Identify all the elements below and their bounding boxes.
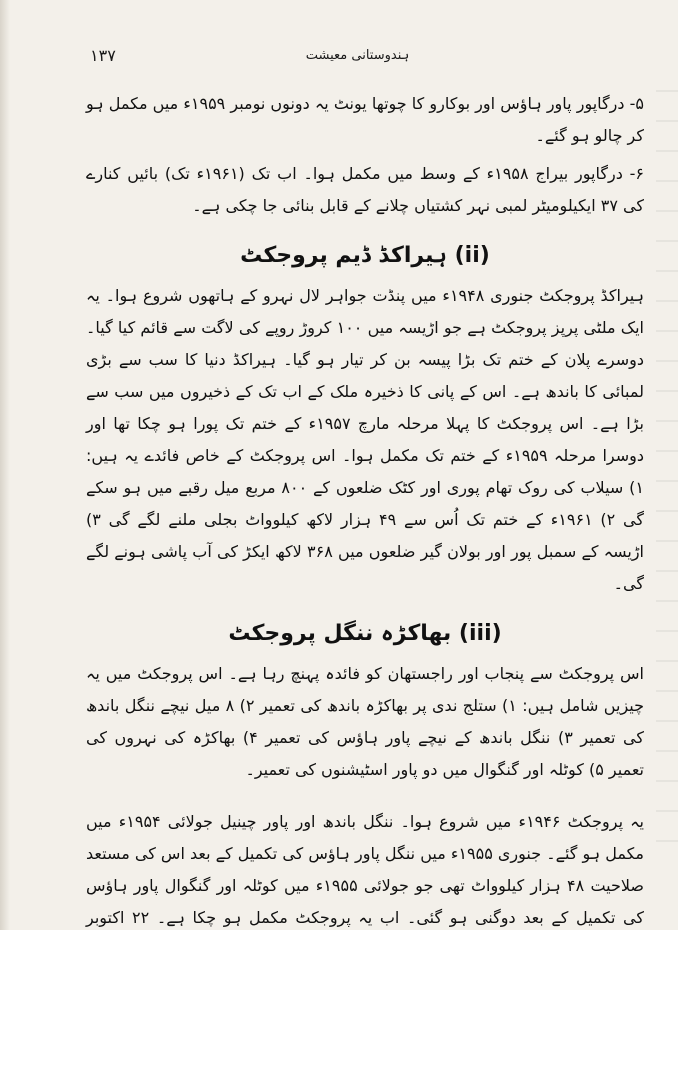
list-item: ۵- درگاپور پاور ہاؤس اور بوکارو کا چوتھا یونٹ یہ دونوں نومبر ۱۹۵۹ء میں مکمل ہو کر چالو ہو گئے۔ xyxy=(86,94,644,145)
page-number: ۱۳۷ xyxy=(90,46,116,65)
paragraph-hirakud: ہیراکڈ پروجکٹ جنوری ۱۹۴۸ء میں پنڈت جواہر لال نہرو کے ہاتھوں شروع ہوا۔ یہ ایک ملٹی پرپز پروجکٹ ہے جو اڑیسہ میں ۱۰۰ کروڑ روپے کی لاگت سے قائم کیا گیا۔ دوسرے پلان کے ختم تک بڑا پیسہ بن کر تیار ہو گیا۔ ہیراکڈ دنیا کا سب سے بڑی لمبائی کا باندھ ہے۔ اس کے پانی کا ذخیرہ ملک کے اب تک کے ذخیروں میں سب سے بڑا ہے۔ اس پروجکٹ کا پہلا مرحلہ مارچ ۱۹۵۷ء کے ختم تک پورا ہو چکا تھا اور دوسرا مرحلہ ۱۹۵۹ء کے ختم تک مکمل ہوا۔ اس پروجکٹ کے خاص فائدے یہ ہیں: ۱) سیلاب کی روک تھام پوری اور کٹک ضلعوں کے ۸۰۰ مربع میل رقبے میں ہو سکے گی ۲) ۱۹۶۱ء کے ختم تک اُس سے ۴۹ ہزار لاکھ کیلوواٹ بجلی ملنے لگے گی ۳) اڑیسہ کے سمبل پور اور بولان گیر ضلعوں میں ۳۶۸ لاکھ ایکڑ کی آب پاشی ہونے لگے گی۔ xyxy=(86,286,645,593)
section-heading-hirakud: (ii) ہیراکڈ ڈیم پروجکٹ xyxy=(240,243,490,268)
running-title: ہندوستانی معیشت xyxy=(305,48,410,63)
list-item: ۶- درگاپور بیراج ۱۹۵۸ء کے وسط میں مکمل ہوا۔ اب تک (۱۹۶۱ء تک) بائیں کنارے کی ۳۷ ایکیلومیٹر لمبی نہر کشتیاں چلانے کے قابل بنائی جا چکی ہے۔ xyxy=(86,164,645,215)
paragraph-bhakra-progress: یہ پروجکٹ ۱۹۴۶ء میں شروع ہوا۔ ننگل باندھ اور پاور چینیل جولائی ۱۹۵۴ء میں مکمل ہو گئے۔ جنوری ۱۹۵۵ء میں ننگل پاور ہاؤس کی تکمیل کے بعد اس کی مستعد صلاحیت ۴۸ ہزار کیلوواٹ تھی جو جولائی ۱۹۵۵ء میں کوٹلہ اور گنگوال پاور ہاؤس کی تکمیل کے بعد دوگنی ہو گئی۔ اب یہ پروجکٹ مکمل ہو چکا ہے۔ ۲۲ اکتوبر xyxy=(86,812,645,927)
bleed-through-margin xyxy=(656,90,678,850)
section-heading-bhakra-nangal: (iii) بھاکڑہ ننگل پروجکٹ xyxy=(228,621,502,646)
page-body xyxy=(86,88,644,1004)
page-header xyxy=(70,44,645,74)
bottom-margin xyxy=(0,930,678,1080)
paragraph-bhakra-components: اس پروجکٹ سے پنجاب اور راجستھان کو فائدہ پہنچ رہا ہے۔ اس پروجکٹ میں یہ چیزیں شامل ہیں: ۱) ستلج ندی پر بھاکڑہ باندھ کی تعمیر ۲) ۸ میل نیچے ننگل باندھ کی تعمیر ۳) ننگل باندھ کے نیچے پاور ہاؤس کی تعمیر ۴) بھاکڑہ کی نہروں کی تعمیر ۵) کوٹلہ اور گنگوال میں دو پاور اسٹیشنوں کی تعمیر۔ xyxy=(86,664,645,779)
page-spine-shadow xyxy=(0,0,10,1080)
